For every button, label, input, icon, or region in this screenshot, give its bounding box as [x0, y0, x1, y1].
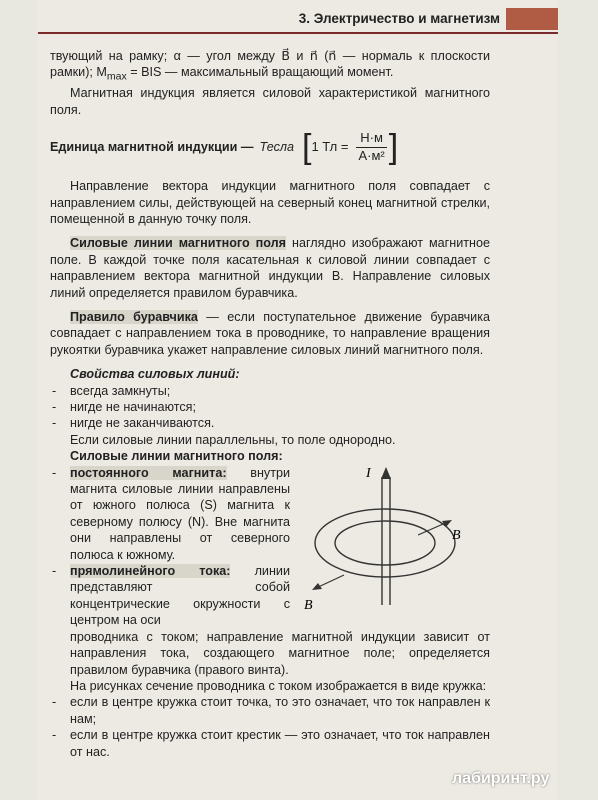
formula-bracket: [ 1 Тл = $\frac{Н\cdot м}{\text{А·м²}}$ ] [302, 128, 399, 167]
unit-formula [50, 128, 490, 167]
torque-text: твующий на рамку; α — угол между B⃗ и n⃗ (n⃗ — нормаль к плоскости рамки); M [50, 49, 490, 80]
field-lines-title: Силовые линии магнитного поля: [70, 449, 283, 464]
page-content [50, 48, 490, 760]
current-item [50, 563, 290, 629]
formula-unit-name: Тесла [259, 139, 295, 154]
inner-field-ring [335, 521, 435, 565]
paragraph-field-lines [50, 235, 490, 301]
current-label: I [366, 465, 371, 481]
b-label-left: B [304, 597, 313, 613]
gimlet-text: — если поступательное движение буравчика совпадает с направлением тока в проводнике, то направление вращения рукоятки буравчика укажет направление силовых линий магнитного поля. [50, 309, 490, 357]
property-item: - нигде не начинаются; [50, 399, 490, 415]
formula-lhs: 1 Тл = [311, 138, 349, 154]
watermark-logo: лабиринт.ру [452, 770, 550, 787]
current-text: линии представляют собой концентрические окружности с центром на оси [70, 564, 290, 628]
cross-section-item: - если в центре кружка стоит точка, то это означает, что ток направлен к нам; [50, 694, 490, 727]
torque-sub: max [106, 70, 127, 83]
magnet-item [50, 465, 290, 563]
running-header [38, 8, 558, 34]
magnet-text: внутри магнита силовые линии направлены от южного полюса (S) магнита к северному полюсу (N). Вне магнита они направлены от северного полюса к южному. [70, 465, 290, 562]
field-lines-text: наглядно изображают магнитное поле. В каждой точке поля касательная к силовой линии совпадает с направлением вектора магнитной индукции B. Направление силовых линий определяется правилом буравчика. [50, 236, 490, 300]
paragraph-direction: Направление вектора индукции магнитного поля совпадает с направлением силы, действующей на северный конец магнитной стрелки, помещенной в данную точку поля. [50, 179, 490, 226]
header-title: 3. Электричество и магнетизм [298, 11, 500, 26]
paragraph-cross-section: На рисунках сечение проводника с током изображается в виде кружка: [70, 678, 487, 693]
current-arrow-icon [381, 467, 391, 479]
current-term: прямолинейного тока: [70, 564, 231, 579]
current-continuation: проводника с током; направление магнитной индукции зависит от направления тока, создающего магнитное поле; определяется правилом буравчика (правого винта). [70, 629, 490, 677]
formula-fraction [354, 130, 388, 164]
paragraph-gimlet [50, 309, 490, 358]
figure-section [50, 465, 490, 629]
conductor-figure [300, 465, 490, 615]
torque-end: = BIS — максимальный вращающий момент. [126, 65, 394, 80]
cross-section-list [50, 694, 490, 760]
property-item: - всегда замкнуты; [50, 383, 490, 399]
gimlet-term: Правило буравчика [70, 309, 198, 324]
paragraph-induction: Магнитная индукция является силовой характеристикой магнитного поля. [50, 86, 490, 117]
magnet-term: постоянного магнита: [70, 465, 227, 480]
paragraph-torque [50, 48, 490, 85]
properties-title: Свойства силовых линий: [70, 367, 240, 382]
property-item: - нигде не заканчиваются. [50, 415, 490, 431]
cross-section-item: - если в центре кружка стоит крестик — это означает, что ток направлен от нас. [50, 727, 490, 760]
header-marker [506, 8, 558, 30]
field-lines-term: Силовые линии магнитного поля [70, 236, 287, 251]
outer-field-ring [315, 509, 455, 577]
fieldlines-list [50, 465, 290, 629]
formula-label: Единица магнитной индукции — [50, 139, 254, 154]
formula-denominator: А·м² [358, 147, 385, 163]
properties-note: Если силовые линии параллельны, то поле однородно. [70, 432, 396, 447]
b-label-right: B [452, 527, 461, 543]
properties-list [50, 383, 490, 432]
formula-numerator: Н·м [356, 130, 387, 147]
